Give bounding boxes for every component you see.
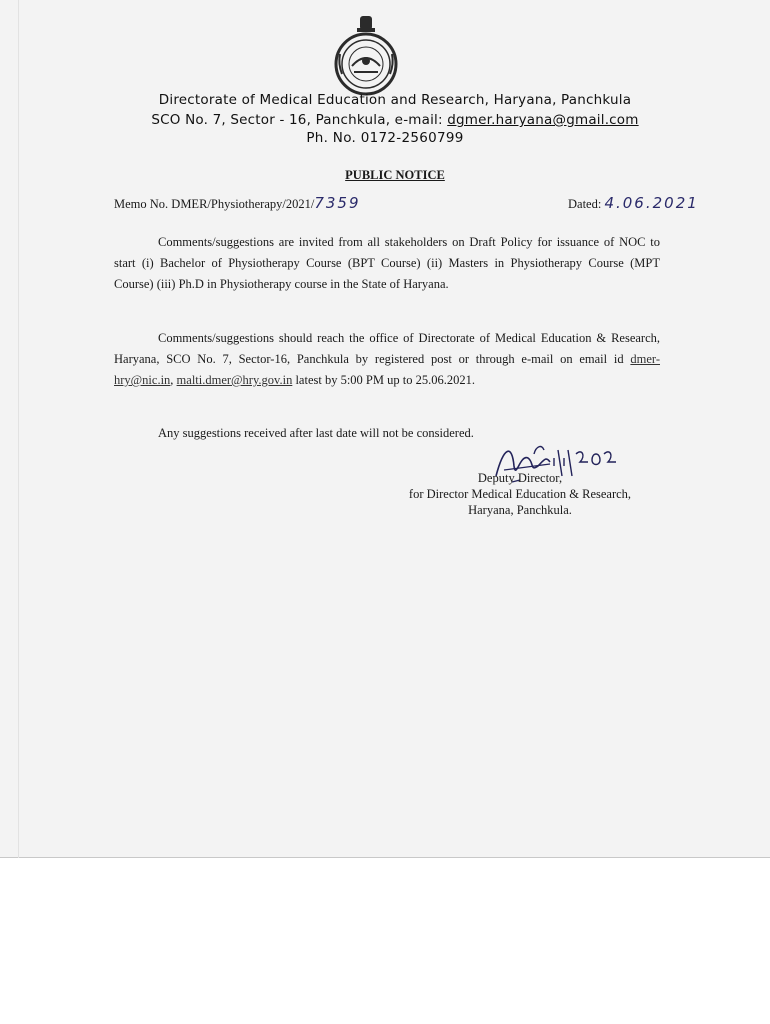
email-link-hry: malti.dmer@hry.gov.in [176, 373, 293, 387]
deadline-text: latest by 5:00 PM up to 25.06.2021. [292, 373, 475, 387]
dated-label: Dated: [568, 197, 602, 211]
paragraph-submission [114, 328, 660, 391]
signature-block [380, 470, 660, 518]
email-separator: , [170, 373, 177, 387]
signatory-designation: Deputy Director, [477, 471, 563, 485]
address-text: SCO No. 7, Sector - 16, Panchkula, e-mail: [151, 112, 448, 128]
org-email: dgmer.haryana@gmail.com [447, 112, 639, 128]
signatory-place: Haryana, Panchkula. [468, 503, 572, 517]
scan-edge [18, 0, 19, 858]
paragraph-invitation: Comments/suggestions are invited from all stakeholders on Draft Policy for issuance of NOC to start (i) Bachelor of Physiotherapy Course (BPT Course) (ii) Masters in Physiotherapy Course (MPT Course) (iii) Ph.D in Physiotherapy course in the State of Haryana. [114, 235, 660, 291]
notice-title: PUBLIC NOTICE [345, 168, 445, 182]
dated-line [568, 194, 699, 212]
memo-prefix: Memo No. DMER/Physiotherapy/2021/ [114, 197, 315, 211]
signatory-for-line: for Director Medical Education & Research, [408, 487, 632, 501]
org-name: Directorate of Medical Education and Research, Haryana, Panchkula [158, 92, 632, 108]
memo-number-line [114, 194, 361, 212]
dated-value: 4.06.2021 [604, 194, 699, 212]
org-phone: Ph. No. 0172-2560799 [306, 130, 464, 146]
org-address [0, 112, 770, 128]
memo-number: 7359 [314, 194, 361, 212]
state-emblem-icon [330, 14, 402, 100]
submission-text: Comments/suggestions should reach the office of Directorate of Medical Education & Research, Haryana, SCO No. 7, Sector-16, Panchkula by registered post or through e-mail on email id [114, 331, 660, 366]
email-link-nic: dmer-hry@nic.in [114, 352, 660, 387]
paragraph-late-notice: Any suggestions received after last date will not be considered. [158, 426, 474, 440]
